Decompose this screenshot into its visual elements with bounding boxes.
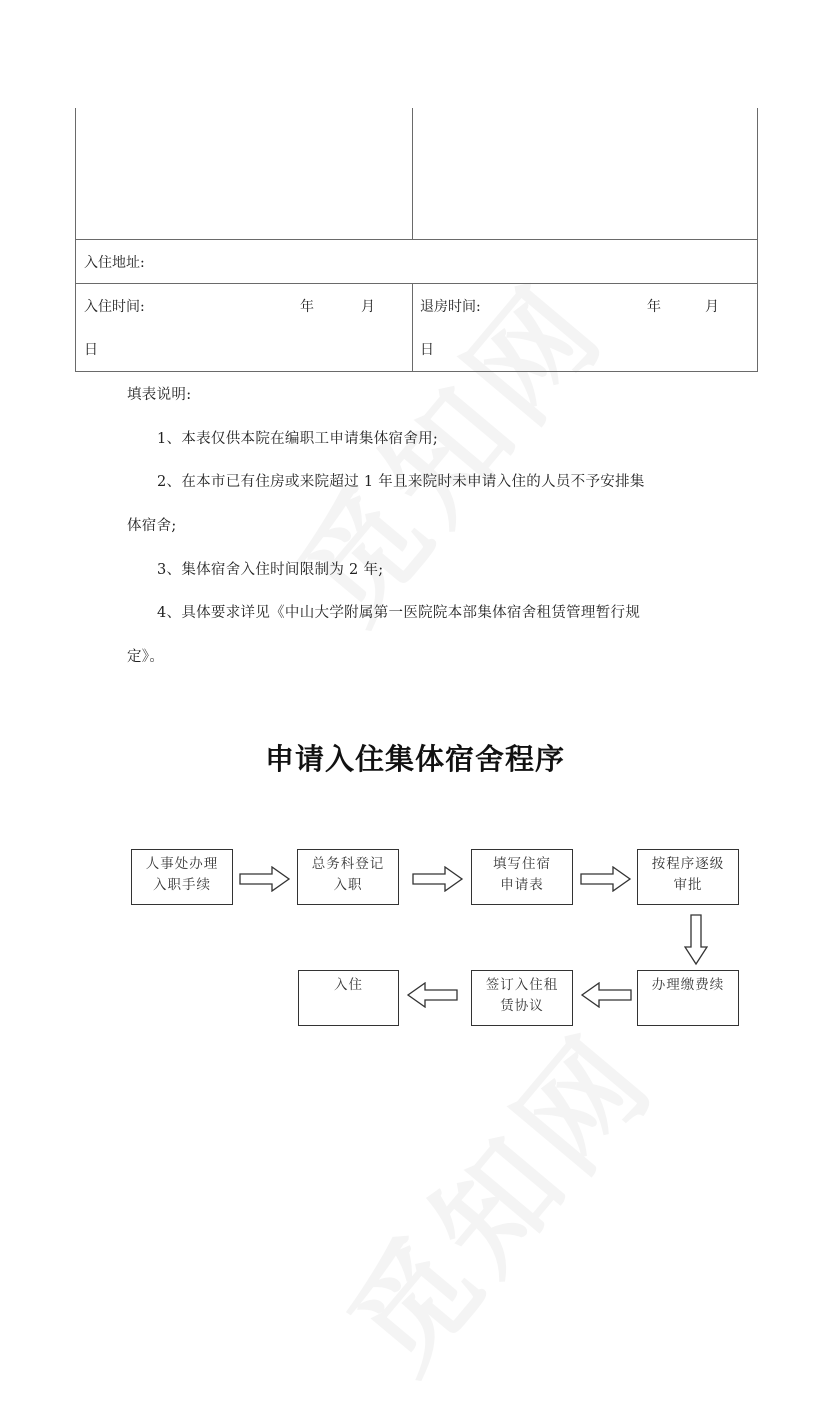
note-item-2-cont: 体宿舍; bbox=[127, 518, 177, 534]
step-1-line1: 人事处办理 bbox=[145, 856, 219, 872]
address-label: 入住地址: bbox=[84, 255, 145, 271]
step-box-5 bbox=[637, 970, 739, 1026]
checkin-year: 年 bbox=[300, 299, 314, 315]
table-border-left bbox=[75, 108, 76, 372]
checkout-year: 年 bbox=[647, 299, 661, 315]
arrow-left-icon bbox=[580, 982, 632, 1008]
step-box-2 bbox=[297, 849, 399, 905]
checkin-month: 月 bbox=[361, 299, 375, 315]
step-6-line1: 签订入住租 bbox=[485, 977, 559, 993]
table-row-line-1 bbox=[75, 239, 758, 240]
step-2-line1: 总务科登记 bbox=[311, 856, 385, 872]
step-box-4 bbox=[637, 849, 739, 905]
watermark-bottom bbox=[304, 991, 686, 1400]
step-box-7 bbox=[298, 970, 399, 1026]
checkout-month: 月 bbox=[705, 299, 719, 315]
step-4-line1: 按程序逐级 bbox=[651, 856, 725, 872]
table-divider-bottom bbox=[412, 283, 413, 372]
table-row-line-2 bbox=[75, 283, 758, 284]
step-1-line2: 入职手续 bbox=[153, 877, 211, 893]
note-item-4-cont: 定》。 bbox=[127, 649, 165, 665]
note-item-3: 3、集体宿舍入住时间限制为 2 年; bbox=[157, 562, 384, 578]
checkin-day: 日 bbox=[84, 342, 98, 358]
checkout-label: 退房时间: bbox=[420, 299, 481, 315]
step-6-line2: 赁协议 bbox=[500, 998, 544, 1014]
arrow-left-icon bbox=[406, 982, 458, 1008]
arrow-right-icon bbox=[239, 866, 291, 892]
procedure-title: 申请入住集体宿舍程序 bbox=[264, 742, 565, 776]
step-box-6 bbox=[471, 970, 573, 1026]
step-5-line1: 办理缴费续 bbox=[651, 977, 725, 993]
arrow-right-icon bbox=[580, 866, 632, 892]
table-border-right bbox=[757, 108, 758, 372]
checkin-label: 入住时间: bbox=[84, 299, 145, 315]
step-3-line1: 填写住宿 bbox=[493, 856, 551, 872]
arrow-down-icon bbox=[684, 914, 708, 966]
step-3-line2: 申请表 bbox=[500, 877, 544, 893]
step-box-3 bbox=[471, 849, 573, 905]
arrow-right-icon bbox=[412, 866, 464, 892]
checkout-day: 日 bbox=[420, 342, 434, 358]
step-box-1 bbox=[131, 849, 233, 905]
table-bottom-line bbox=[75, 371, 758, 372]
note-item-2: 2、在本市已有住房或来院超过 1 年且来院时未申请入住的人员不予安排集 bbox=[157, 474, 645, 490]
step-4-line2: 审批 bbox=[673, 877, 703, 893]
table-divider-top bbox=[412, 108, 413, 240]
step-7-line1: 入住 bbox=[334, 977, 363, 993]
note-item-4: 4、具体要求详见《中山大学附属第一医院院本部集体宿舍租赁管理暂行规 bbox=[157, 605, 641, 621]
note-item-1: 1、本表仅供本院在编职工申请集体宿舍用; bbox=[157, 431, 439, 447]
notes-heading: 填表说明: bbox=[127, 387, 192, 403]
step-2-line2: 入职 bbox=[333, 877, 363, 893]
